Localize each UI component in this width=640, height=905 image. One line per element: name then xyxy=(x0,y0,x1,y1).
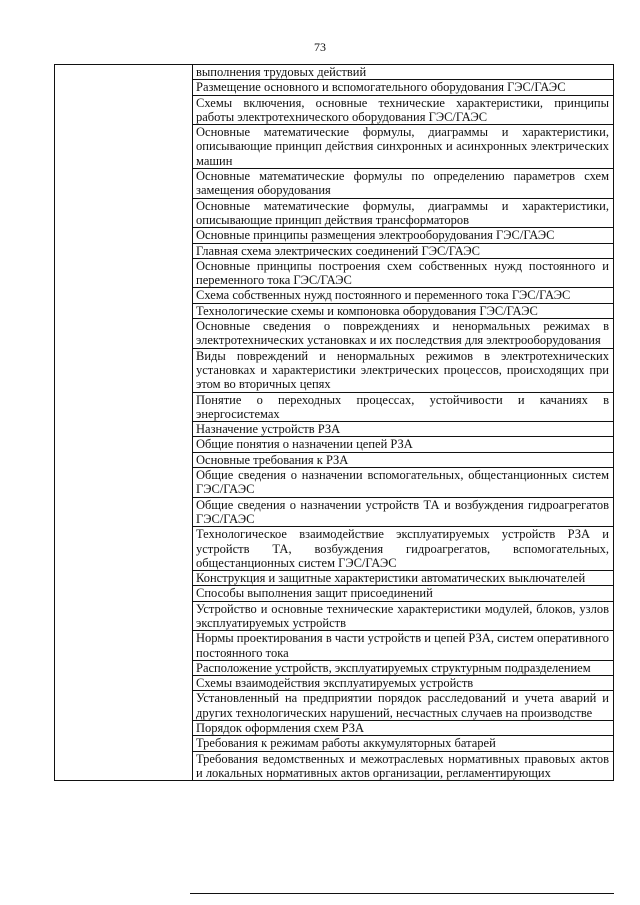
knowledge-table xyxy=(54,64,614,781)
row-text-cell: Схемы взаимодействия эксплуатируемых устройств xyxy=(193,676,614,691)
row-text-cell: Основные требования к РЗА xyxy=(193,452,614,467)
row-text-cell: Технологические схемы и компоновка оборудования ГЭС/ГАЭС xyxy=(193,303,614,318)
row-text-cell: Технологическое взаимодействие эксплуатируемых устройств РЗА и устройств ТА, возбуждения гидроагрегатов, вспомогательных, общестанционных систем ГЭС/ГАЭС xyxy=(193,527,614,571)
knowledge-table-body xyxy=(55,65,614,781)
table-row xyxy=(55,65,614,80)
left-column-cell xyxy=(55,65,193,781)
row-text-cell: Устройство и основные технические характеристики модулей, блоков, узлов эксплуатируемых устройств xyxy=(193,601,614,631)
row-text-cell: Назначение устройств РЗА xyxy=(193,422,614,437)
row-text-cell: Понятие о переходных процессах, устойчивости и качаниях в энергосистемах xyxy=(193,392,614,422)
row-text-cell: Основные математические формулы, диаграммы и характеристики, описывающие принцип действия синхронных и асинхронных электрических машин xyxy=(193,125,614,169)
row-text-cell: Основные математические формулы, диаграммы и характеристики, описывающие принцип действия трансформаторов xyxy=(193,198,614,228)
row-text-cell: Схема собственных нужд постоянного и переменного тока ГЭС/ГАЭС xyxy=(193,288,614,303)
row-text-cell: Общие сведения о назначении устройств ТА и возбуждения гидроагрегатов ГЭС/ГАЭС xyxy=(193,497,614,527)
row-text-cell: Основные сведения о повреждениях и ненормальных режимах в электротехнических установках и их последствия для электрооборудования xyxy=(193,319,614,349)
row-text-cell: Установленный на предприятии порядок расследований и учета аварий и других технологических нарушений, несчастных случаев на производстве xyxy=(193,691,614,721)
row-text-cell: Требования к режимам работы аккумуляторных батарей xyxy=(193,736,614,751)
row-text-cell: Главная схема электрических соединений ГЭС/ГАЭС xyxy=(193,243,614,258)
row-text-cell: Общие сведения о назначении вспомогательных, общестанционных систем ГЭС/ГАЭС xyxy=(193,468,614,498)
row-text-cell: Общие понятия о назначении цепей РЗА xyxy=(193,437,614,452)
row-text-cell: Основные принципы построения схем собственных нужд постоянного и переменного тока ГЭС/ГАЭС xyxy=(193,258,614,288)
row-text-cell: Нормы проектирования в части устройств и цепей РЗА, систем оперативного постоянного тока xyxy=(193,631,614,661)
bottom-rule xyxy=(190,893,614,894)
row-text-cell: Конструкция и защитные характеристики автоматических выключателей xyxy=(193,571,614,586)
row-text-cell: Требования ведомственных и межотраслевых нормативных правовых актов и локальных нормативных актов организации, регламентирующих xyxy=(193,751,614,781)
row-text-cell: Расположение устройств, эксплуатируемых структурным подразделением xyxy=(193,660,614,675)
row-text-cell: Основные принципы размещения электрооборудования ГЭС/ГАЭС xyxy=(193,228,614,243)
row-text-cell: выполнения трудовых действий xyxy=(193,65,614,80)
page-number: 73 xyxy=(314,40,326,54)
row-text-cell: Размещение основного и вспомогательного оборудования ГЭС/ГАЭС xyxy=(193,80,614,95)
row-text-cell: Порядок оформления схем РЗА xyxy=(193,721,614,736)
row-text-cell: Схемы включения, основные технические характеристики, принципы работы электротехнического оборудования ГЭС/ГАЭС xyxy=(193,95,614,125)
row-text-cell: Виды повреждений и ненормальных режимов в электротехнических установках и характеристики электрических процессов, происходящих при этом во вторичных цепях xyxy=(193,348,614,392)
row-text-cell: Основные математические формулы по определению параметров схем замещения оборудования xyxy=(193,169,614,199)
row-text-cell: Способы выполнения защит присоединений xyxy=(193,586,614,601)
